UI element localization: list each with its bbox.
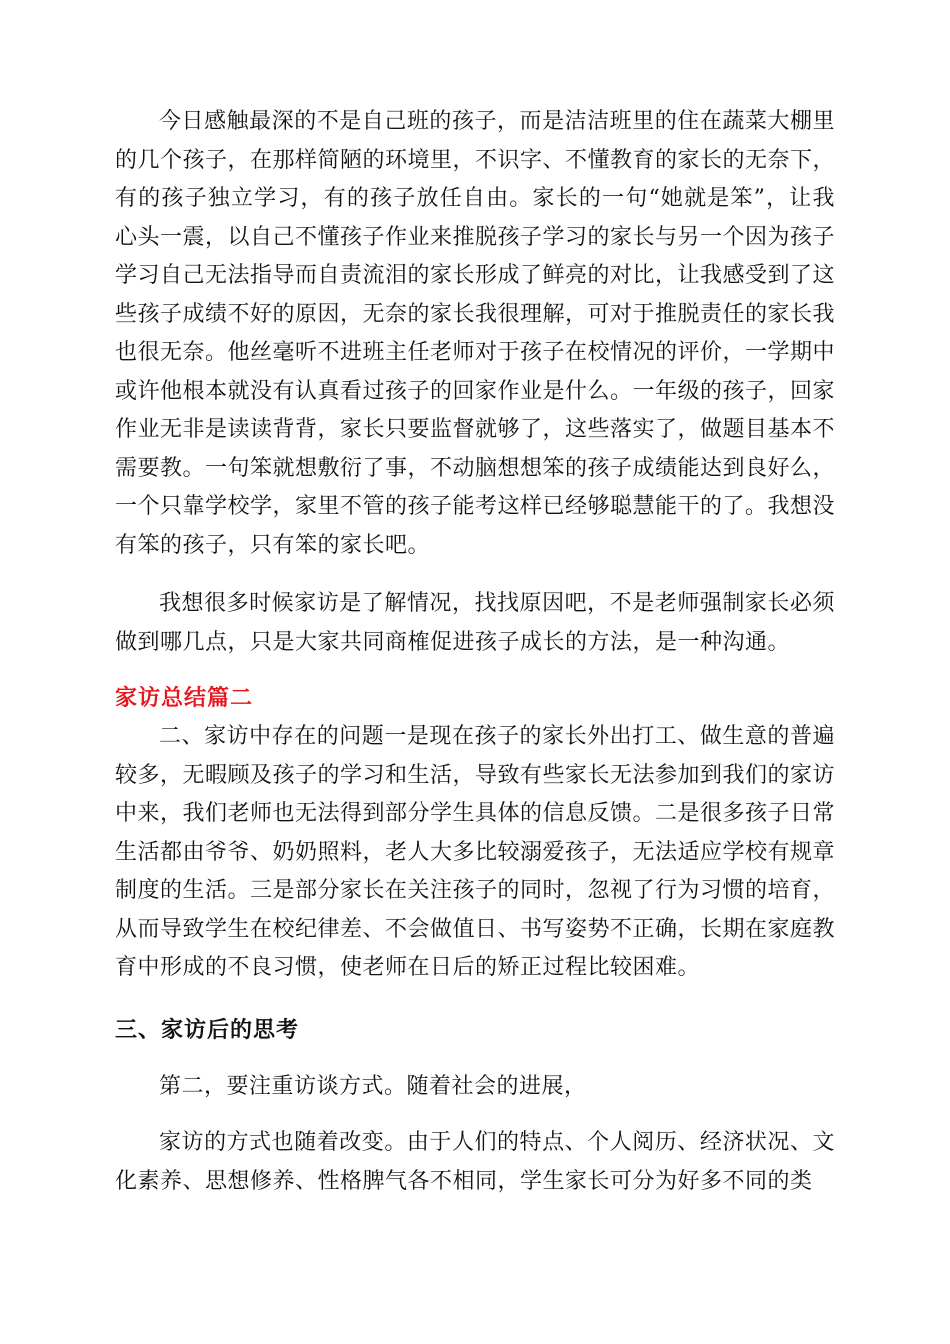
paragraph-interview-method: 第二，要注重访谈方式。随着社会的进展，	[159, 1073, 587, 1099]
section-title-summary-two: 家访总结篇二	[115, 686, 254, 711]
section-title-reflections: 三、家访后的思考	[115, 1017, 300, 1043]
paragraph-problems: 二、家访中存在的问题一是现在孩子的家长外出打工、做生意的普遍较多，无暇顾及孩子的学习和生活，导致有些家长无法参加到我们的家访中来，我们老师也无法得到部分学生具体的信息反馈。二是很多孩子日常生活都由爷爷、奶奶照料，老人大多比较溺爱孩子，无法适应学校有规章制度的生活。三是部分家长在关注孩子的同时，忽视了行为习惯的培育，从而导致学生在校纪律差、不会做值日、书写姿势不正确，长期在家庭教育中形成的不良习惯，使老师在日后的矫正过程比较困难。	[115, 724, 836, 980]
paragraph-home-visit-reflection: 今日感触最深的不是自己班的孩子，而是洁洁班里的住在蔬菜大棚里的几个孩子，在那样简陋的环境里，不识字、不懂教育的家长的无奈下，有的孩子独立学习，有的孩子放任自由。家长的一句“她就是笨”，让我心头一震，以自己不懂孩子作业来推脱孩子学习的家长与另一个因为孩子学习自己无法指导而自责流泪的家长形成了鲜亮的对比，让我感受到了这些孩子成绩不好的原因，无奈的家长我很理解，可对于推脱责任的家长我也很无奈。他丝毫听不进班主任老师对于孩子在校情况的评价，一学期中或许他根本就没有认真看过孩子的回家作业是什么。一年级的孩子，回家作业无非是读读背背，家长只要监督就够了，这些落实了，做题目基本不需要教。一句笨就想敷衍了事，不动脑想想笨的孩子成绩能达到良好么，一个只靠学校学，家里不管的孩子能考这样已经够聪慧能干的了。我想没有笨的孩子，只有笨的家长吧。	[115, 109, 836, 558]
document-body	[115, 103, 835, 1201]
paragraph-visit-methods: 家访的方式也随着改变。由于人们的特点、个人阅历、经济状况、文化素养、思想修养、性格脾气各不相同，学生家长可分为好多不同的类	[115, 1130, 835, 1194]
paragraph-communication: 我想很多时候家访是了解情况，找找原因吧，不是老师强制家长必须做到哪几点，只是大家共同商榷促进孩子成长的方法，是一种沟通。	[115, 591, 835, 655]
